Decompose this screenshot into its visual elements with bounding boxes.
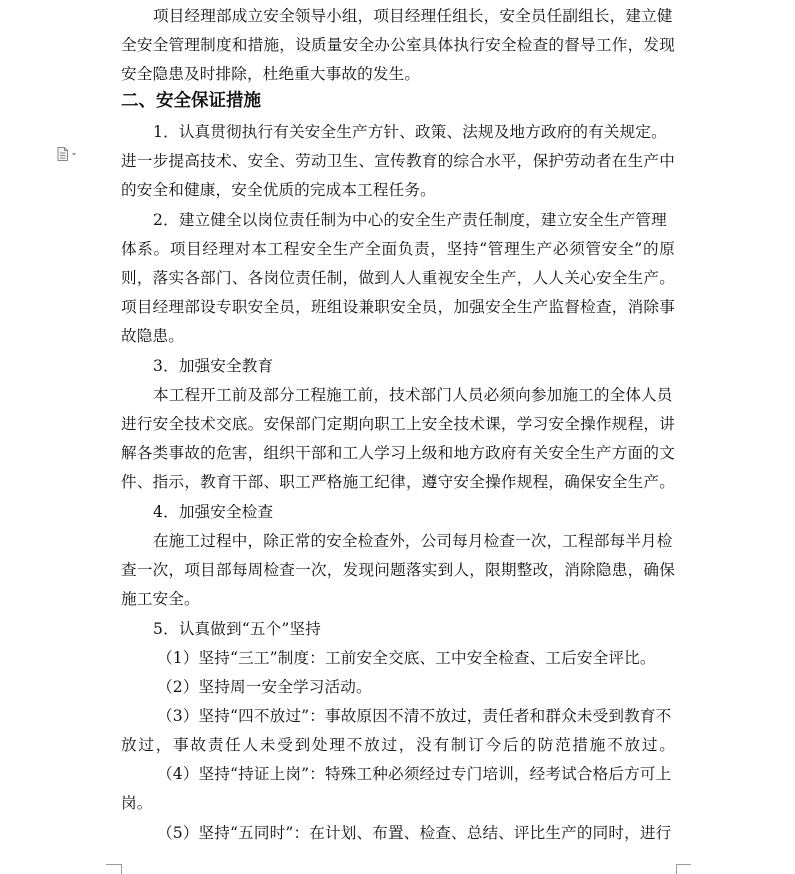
page-corner-mark-left-h [106,864,121,865]
paragraph-line: 项目经理部设专职安全员，班组设兼职安全员，加强安全生产监督检查，消除事 [121,298,675,316]
paragraph-line: 进一步提高技术、安全、劳动卫生、宣传教育的综合水平，保护劳动者在生产中 [121,152,675,170]
paragraph-line: 5．认真做到“五个”坚持 [153,620,322,638]
paragraph-line: （4）坚持“持证上岗”：特殊工种必须经过专门培训，经考试合格后方可上 [157,765,672,783]
paragraph-line: 故隐患。 [121,327,184,345]
paragraph-line: 项目经理部成立安全领导小组，项目经理任组长，安全员任副组长，建立健 [153,7,673,25]
paragraph-line: 则，落实各部门、各岗位责任制，做到人人重视安全生产，人人关心安全生产。 [121,269,675,287]
paragraph-line: 2．建立健全以岗位责任制为中心的安全生产责任制度，建立安全生产管理 [153,211,667,229]
paragraph-line: 体系。项目经理对本工程安全生产全面负责，坚持“管理生产必须管安全”的原 [121,240,675,258]
paragraph-line: （2）坚持周一安全学习活动。 [157,678,372,696]
paragraph-line: 岗。 [121,794,153,812]
document-dropdown-icon[interactable] [57,147,79,161]
paragraph-line: 的安全和健康，安全优质的完成本工程任务。 [121,181,436,199]
paragraph-line: 4．加强安全检查 [153,503,274,521]
paragraph-line: 查一次，项目部每周检查一次，发现问题落实到人，限期整改，消除隐患，确保 [121,561,675,579]
paragraph-line: 解各类事故的危害，组织干部和工人学习上级和地方政府有关安全生产方面的文 [121,444,675,462]
section-heading: 二、安全保证措施 [121,91,261,111]
paragraph-line: 在施工过程中，除正常的安全检查外，公司每月检查一次，工程部每半月检 [153,532,673,550]
paragraph-line: 进行安全技术交底。安保部门定期向职工上安全技术课，学习安全操作规程，讲 [121,415,675,433]
paragraph-line: 施工安全。 [121,590,200,608]
paragraph-line: 安全隐患及时排除，杜绝重大事故的发生。 [121,65,421,83]
paragraph-line: （1）坚持“三工”制度：工前安全交底、工中安全检查、工后安全评比。 [157,649,656,667]
paragraph-line: 全安全管理制度和措施，设质量安全办公室具体执行安全检查的督导工作，发现 [121,36,675,54]
paragraph-line: 3．加强安全教育 [153,357,274,375]
paragraph-line: 件、指示，教育干部、职工严格施工纪律，遵守安全操作规程，确保安全生产。 [121,473,675,491]
paragraph-line: （5）坚持“五同时”：在计划、布置、检查、总结、评比生产的同时，进行 [157,824,672,842]
paragraph-line: （3）坚持“四不放过”：事故原因不清不放过，责任者和群众未受到教育不 [157,707,672,725]
page-corner-mark-left [113,864,122,874]
paragraph-line: 本工程开工前及部分工程施工前，技术部门人员必须向参加施工的全体人员 [153,386,673,404]
paragraph-line: 放过，事故责任人未受到处理不放过，没有制订今后的防范措施不放过。 [121,736,675,754]
page-corner-mark-right-h [676,864,691,865]
page-corner-mark-right [676,864,685,874]
paragraph-line: 1．认真贯彻执行有关安全生产方针、政策、法规及地方政府的有关规定。 [153,123,667,141]
